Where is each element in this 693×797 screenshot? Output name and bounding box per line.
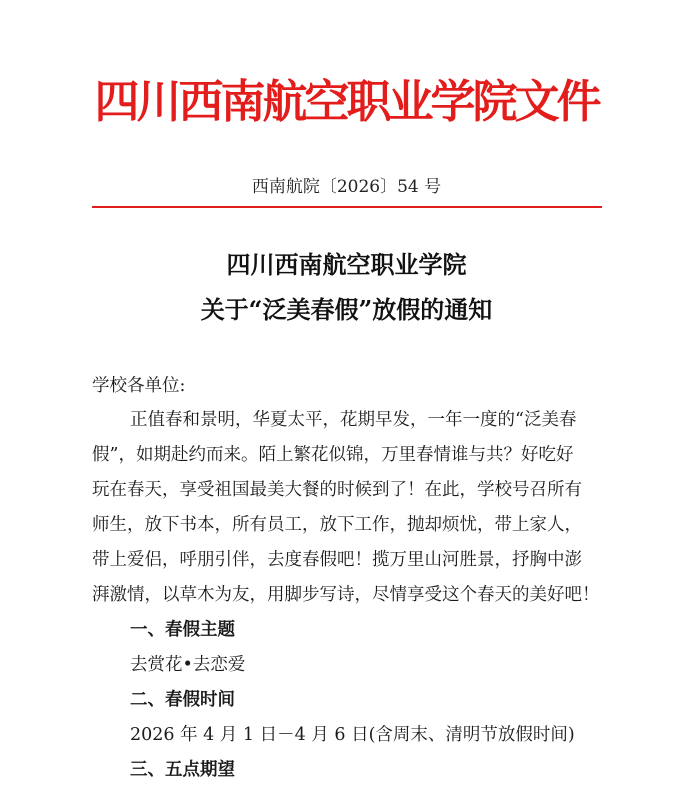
body-line-6: 湃激情，以草木为友，用脚步写诗，尽情享受这个春天的美好吧！ [92, 585, 600, 605]
section-heading-time: 二、春假时间 [130, 690, 235, 710]
red-divider-line [92, 206, 602, 208]
document-number: 西南航院〔2026〕54 号 [251, 177, 442, 197]
document-masthead: 四川西南航空职业学院文件 [94, 75, 599, 128]
body-line-5: 带上爱侣，呼朋引伴，去度春假吧！揽万里山河胜景，抒胸中澎 [92, 550, 582, 570]
notice-title-line-2: 关于“泛美春假”放假的通知 [200, 295, 493, 324]
notice-title-line-1: 四川西南航空职业学院 [226, 250, 467, 279]
body-line-4: 师生，放下书本，所有员工，放下工作，抛却烦忧，带上家人， [92, 515, 582, 535]
body-line-2: 假”，如期赴约而来。陌上繁花似锦，万里春情谁与共？好吃好 [92, 445, 574, 465]
section-content-theme: 去赏花•去恋爱 [130, 655, 246, 675]
section-heading-expectations: 三、五点期望 [130, 760, 235, 780]
section-heading-theme: 一、春假主题 [130, 620, 235, 640]
section-content-time: 2026 年 4 月 1 日－4 月 6 日(含周末、清明节放假时间) [130, 725, 575, 745]
body-line-1: 正值春和景明，华夏太平，花期早发，一年一度的“泛美春 [130, 410, 577, 430]
body-line-3: 玩在春天，享受祖国最美大餐的时候到了！在此，学校号召所有 [92, 480, 582, 500]
salutation: 学校各单位: [92, 376, 186, 396]
